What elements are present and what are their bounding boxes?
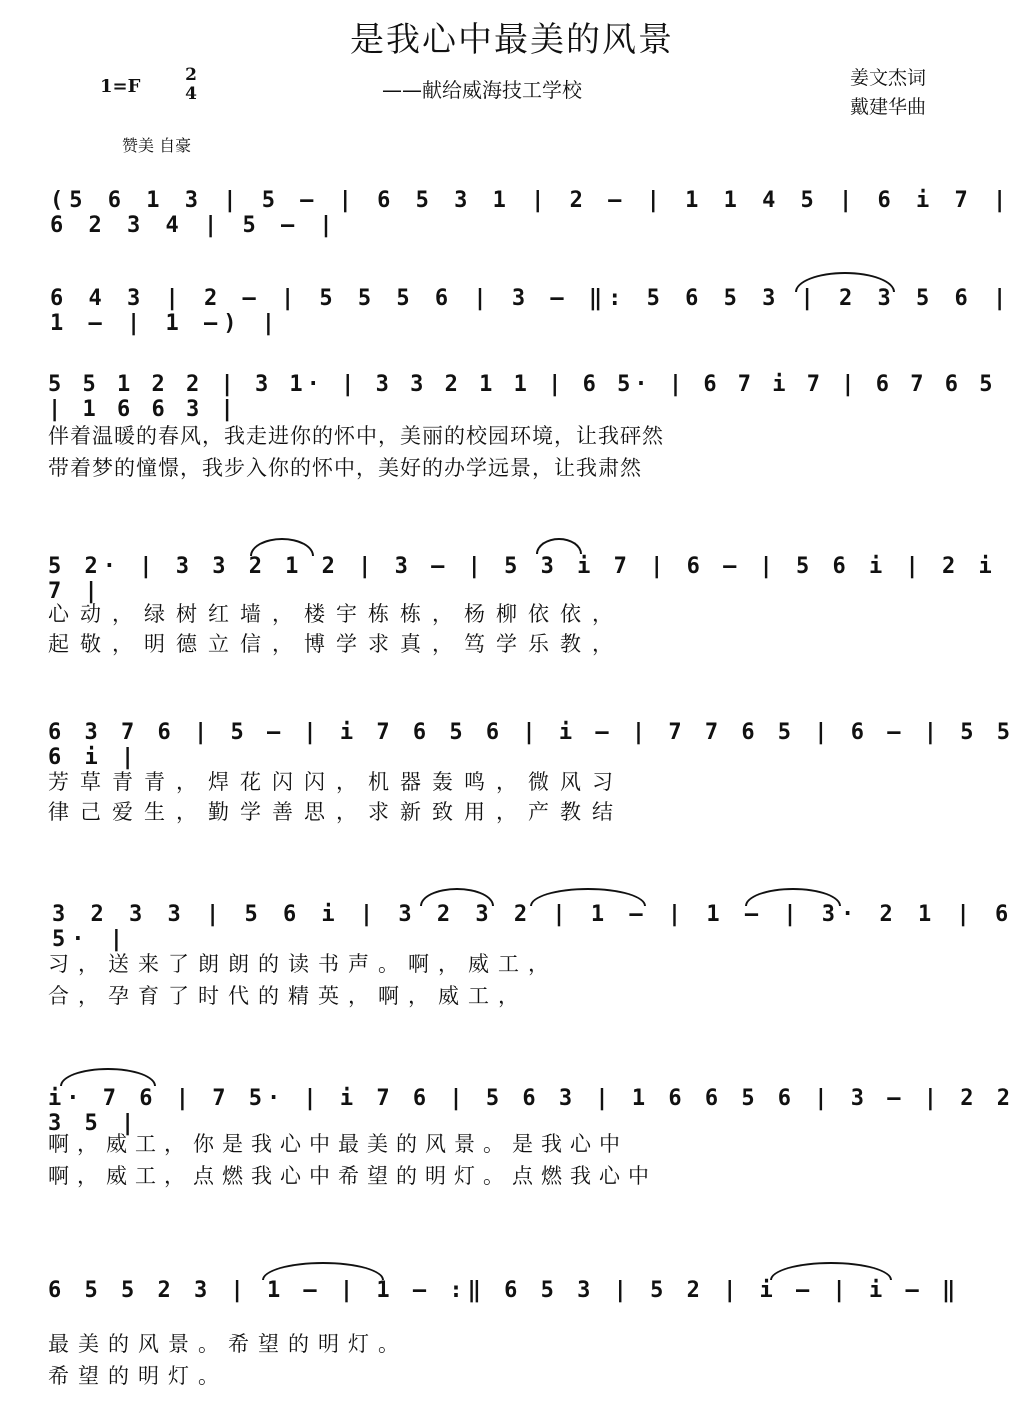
slur-mark (770, 1262, 892, 1280)
slur-mark (250, 538, 314, 556)
score-line-1 (0, 186, 1024, 238)
credits (850, 64, 926, 122)
lyric-verse-2: 律己爱生，勤学善思，求新致用，产教结 (48, 800, 624, 824)
lyric-verse-2: 起敬，明德立信，博学求真，笃学乐教， (48, 632, 624, 656)
lyric-verse-1: 习，送来了朗朗的读书声。啊，威工， (48, 952, 558, 976)
meter-bottom: 4 (185, 84, 197, 104)
notation-line: 6 4 3 | 2 – | 5 5 5 6 | 3 – ‖: 5 6 5 3 | 2 3 5 6 | 1 – | 1 –) | (50, 286, 1013, 336)
lyric-verse-2: 合，孕育了时代的精英，啊，威工， (48, 984, 528, 1008)
expression-marking: 赞美 自豪 (122, 136, 192, 155)
score-line-5 (0, 718, 1024, 770)
slur-mark (262, 1262, 384, 1280)
slur-mark (745, 888, 841, 906)
notation-line: 5 2· | 3 3 2 1 2 | 3 – | 5 3 i 7 | 6 – | 5 6 i | 2 i 7 | (48, 554, 997, 604)
lyric-verse-1: 心动，绿树红墙，楼宇栋栋，杨柳依依， (48, 602, 624, 626)
meter-top: 2 (185, 65, 197, 85)
time-signature (178, 66, 204, 104)
key-signature: 1=F (100, 76, 141, 97)
song-title: 是我心中最美的风景 (350, 20, 674, 60)
lyric-verse-1: 啊，威工，你是我心中最美的风景。是我心中 (48, 1132, 628, 1156)
slur-mark (60, 1068, 156, 1086)
score-line-4 (0, 552, 1024, 604)
lyric-verse-2: 啊，威工，点燃我心中希望的明灯。点燃我心中 (48, 1164, 657, 1188)
lyric-verse-2: 带着梦的憧憬，我步入你的怀中，美好的办学远景，让我肃然 (48, 456, 642, 480)
score-line-7 (0, 1084, 1024, 1136)
notation-line: i· 7 6 | 7 5· | i 7 6 | 5 6 3 | 1 6 6 5 6 | 3 – | 2 2 3 5 | (48, 1086, 1015, 1136)
notation-line: 5 5 1 2 2 | 3 1· | 3 3 2 1 1 | 6 5· | 6 7 i 7 | 6 7 6 5 | 1 6 6 3 | (48, 372, 997, 422)
lyric-verse-1: 最美的风景。希望的明灯。 (48, 1332, 408, 1356)
score-line-6 (0, 900, 1024, 952)
notation-line: (5 6 1 3 | 5 – | 6 5 3 1 | 2 – | 1 1 4 5 | 6 i 7 | 6 2 3 4 | 5 – | (50, 188, 1013, 238)
lyricist: 姜文杰词 (850, 67, 927, 89)
notation-line: 3 2 3 3 | 5 6 i | 3 2 3 2 | 1 – | 1 – | 3· 2 1 | 6 5· | (52, 902, 1015, 952)
notation-line: 6 5 5 2 3 | 1 – | 1 – :‖ 6 5 3 | 5 2 | i – | i – ‖ (48, 1278, 961, 1303)
lyric-verse-2: 希望的明灯。 (48, 1364, 228, 1388)
lyric-verse-1: 芳草青青，焊花闪闪，机器轰鸣，微风习 (48, 770, 624, 794)
notation-line: 6 3 7 6 | 5 – | i 7 6 5 6 | i – | 7 7 6 5 | 6 – | 5 5 6 i | (48, 720, 1015, 770)
score-line-3 (0, 370, 1024, 422)
score-line-8 (0, 1276, 1024, 1310)
slur-mark (795, 272, 895, 292)
composer: 戴建华曲 (850, 96, 927, 118)
slur-mark (536, 538, 582, 554)
slur-mark (420, 888, 494, 906)
lyric-verse-1: 伴着温暖的春风，我走进你的怀中，美丽的校园环境，让我砰然 (48, 424, 664, 448)
slur-mark (530, 888, 646, 906)
subtitle: ——献给威海技工学校 (382, 78, 582, 102)
